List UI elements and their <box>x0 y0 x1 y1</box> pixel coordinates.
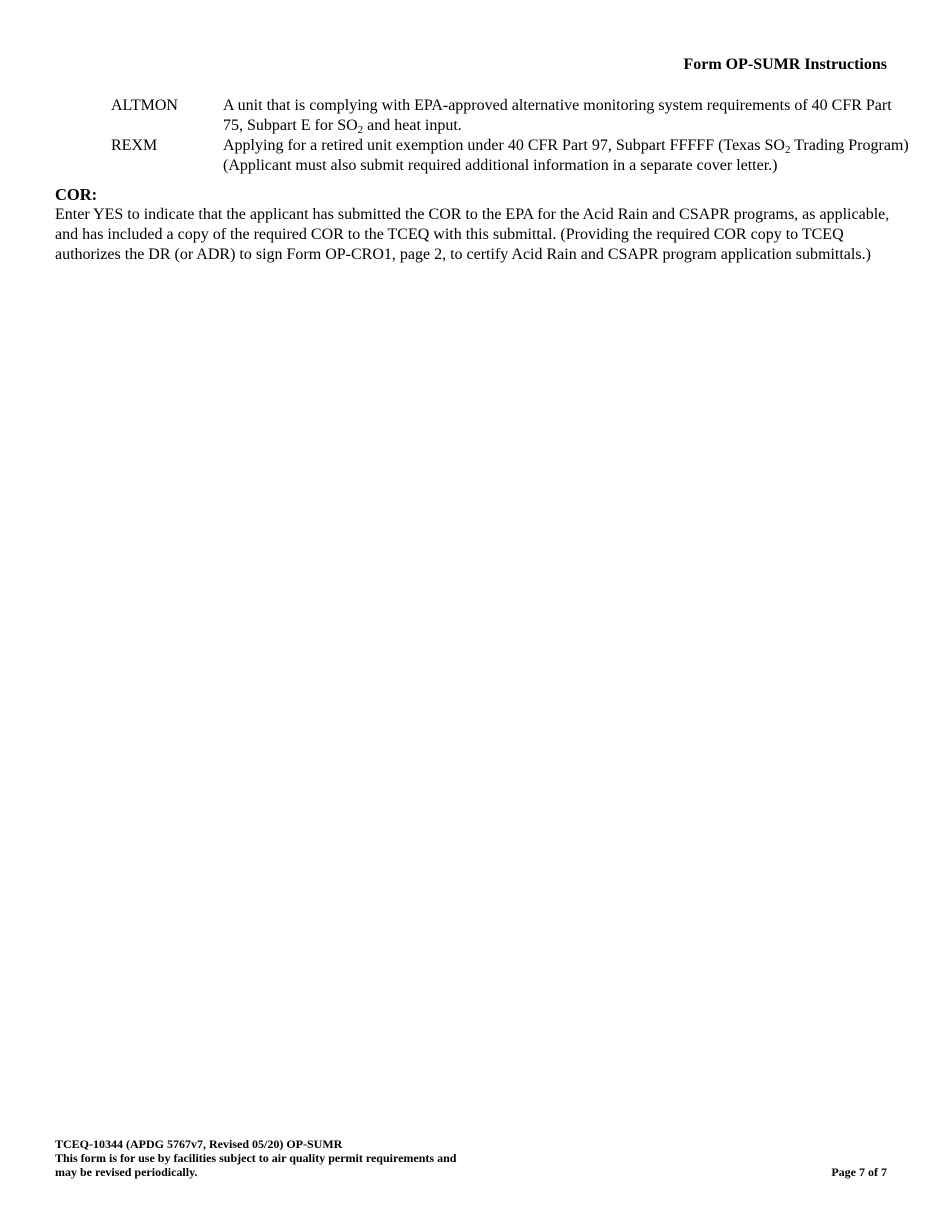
code-desc-text: and heat input. <box>363 117 462 134</box>
subscript: 2 <box>784 144 791 156</box>
page-header-title: Form OP-SUMR Instructions <box>683 56 887 73</box>
code-description <box>223 96 911 136</box>
code-desc-text: A unit that is complying with EPA-approved alternative monitoring system requirements of 40 CFR Part 75, Subpart E for SO <box>223 97 892 134</box>
code-definitions <box>111 96 911 176</box>
section-body: Enter YES to indicate that the applicant has submitted the COR to the EPA for the Acid Rain and CSAPR programs, as applicable, and has included a copy of the required COR to the TCEQ with this submittal. (Providing the required COR copy to TCEQ authorizes the DR (or ADR) to sign Form OP-CRO1, page 2, to certify Acid Rain and CSAPR program application submittals.) <box>55 206 890 263</box>
code-term: ALTMON <box>111 97 178 114</box>
footer-form-info <box>55 1137 456 1179</box>
code-desc-text: Applying for a retired unit exemption under 40 CFR Part 97, Subpart FFFFF (Texas SO <box>223 137 785 154</box>
code-row-rexm <box>111 136 911 176</box>
code-row-altmon <box>111 96 911 136</box>
code-desc-text: Trading Program) (Applicant must also submit required additional information in a separate cover letter.) <box>223 137 909 174</box>
subscript: 2 <box>357 124 364 136</box>
cor-section <box>55 185 895 265</box>
footer-note-line: may be revised periodically. <box>55 1165 198 1179</box>
code-description <box>223 136 911 176</box>
section-heading: COR: <box>55 185 98 204</box>
footer-form-id: TCEQ-10344 (APDG 5767v7, Revised 05/20) OP-SUMR <box>55 1137 343 1151</box>
code-term: REXM <box>111 137 158 154</box>
footer-note-line: This form is for use by facilities subject to air quality permit requirements and <box>55 1151 457 1165</box>
page-number: Page 7 of 7 <box>831 1165 887 1179</box>
